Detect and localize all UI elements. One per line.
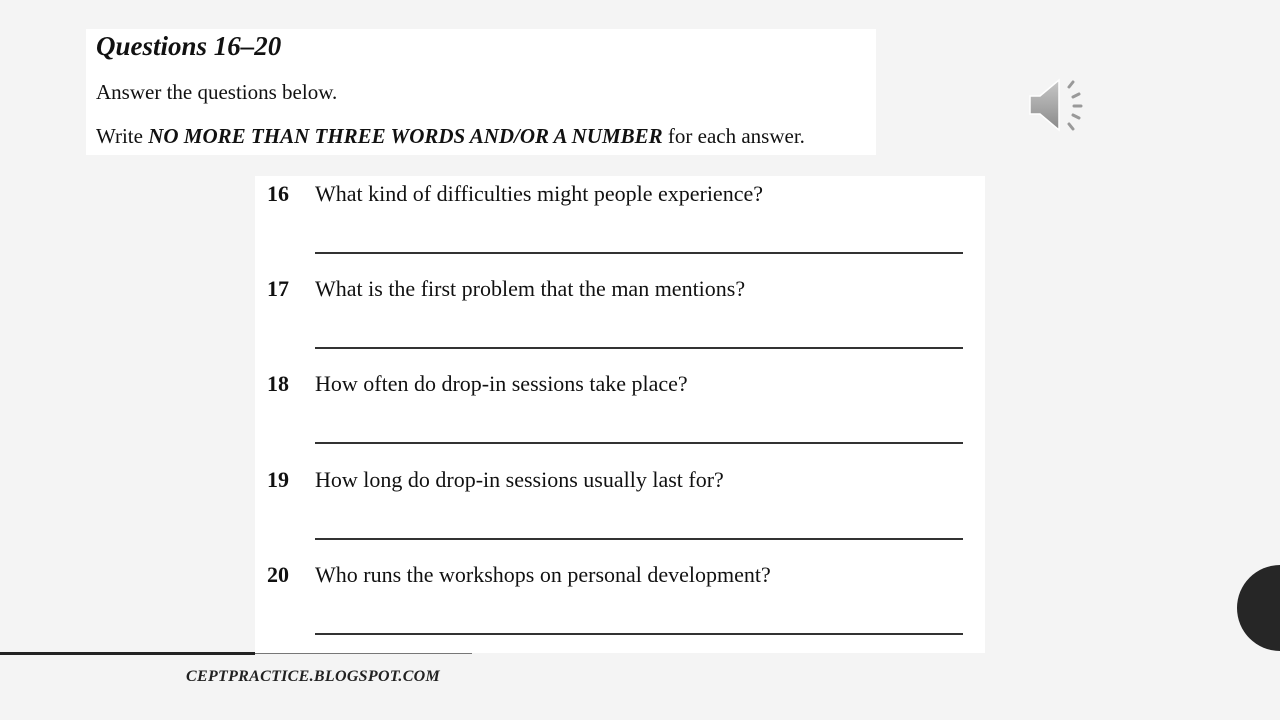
answer-line[interactable]	[315, 252, 963, 254]
question-number: 20	[267, 562, 289, 587]
instruction-line-2	[96, 124, 805, 149]
instruction-emphasis: NO MORE THAN THREE WORDS AND/OR A NUMBER	[148, 124, 663, 148]
instruction-line-1: Answer the questions below.	[96, 80, 338, 104]
question-number: 17	[267, 276, 289, 301]
question-item	[255, 176, 985, 272]
instruction-prefix: Write	[96, 124, 149, 148]
footer-site-link: CEPTPRACTICE.BLOGSPOT.COM	[186, 668, 441, 685]
answer-line[interactable]	[315, 538, 963, 540]
question-item	[255, 271, 985, 367]
question-number: 16	[267, 181, 289, 206]
nav-circle-button[interactable]	[1237, 565, 1280, 651]
questions-panel	[255, 176, 985, 653]
question-item	[255, 557, 985, 653]
footer-divider-thin	[255, 653, 472, 654]
speaker-icon[interactable]	[1026, 74, 1092, 136]
question-item	[255, 462, 985, 558]
question-text: What is the first problem that the man mentions?	[315, 276, 746, 301]
answer-line[interactable]	[315, 347, 963, 349]
section-title: Questions 16–20	[96, 31, 282, 61]
question-number: 18	[267, 371, 289, 396]
question-item	[255, 366, 985, 462]
question-number: 19	[267, 467, 289, 492]
question-text: Who runs the workshops on personal development?	[315, 562, 771, 587]
question-text: How long do drop-in sessions usually last for?	[315, 467, 724, 492]
answer-line[interactable]	[315, 633, 963, 635]
footer-divider	[0, 652, 255, 655]
instructions-panel	[86, 29, 876, 155]
answer-line[interactable]	[315, 442, 963, 444]
question-text: What kind of difficulties might people experience?	[315, 181, 763, 206]
question-text: How often do drop-in sessions take place?	[315, 371, 688, 396]
instruction-suffix: for each answer.	[662, 124, 805, 148]
